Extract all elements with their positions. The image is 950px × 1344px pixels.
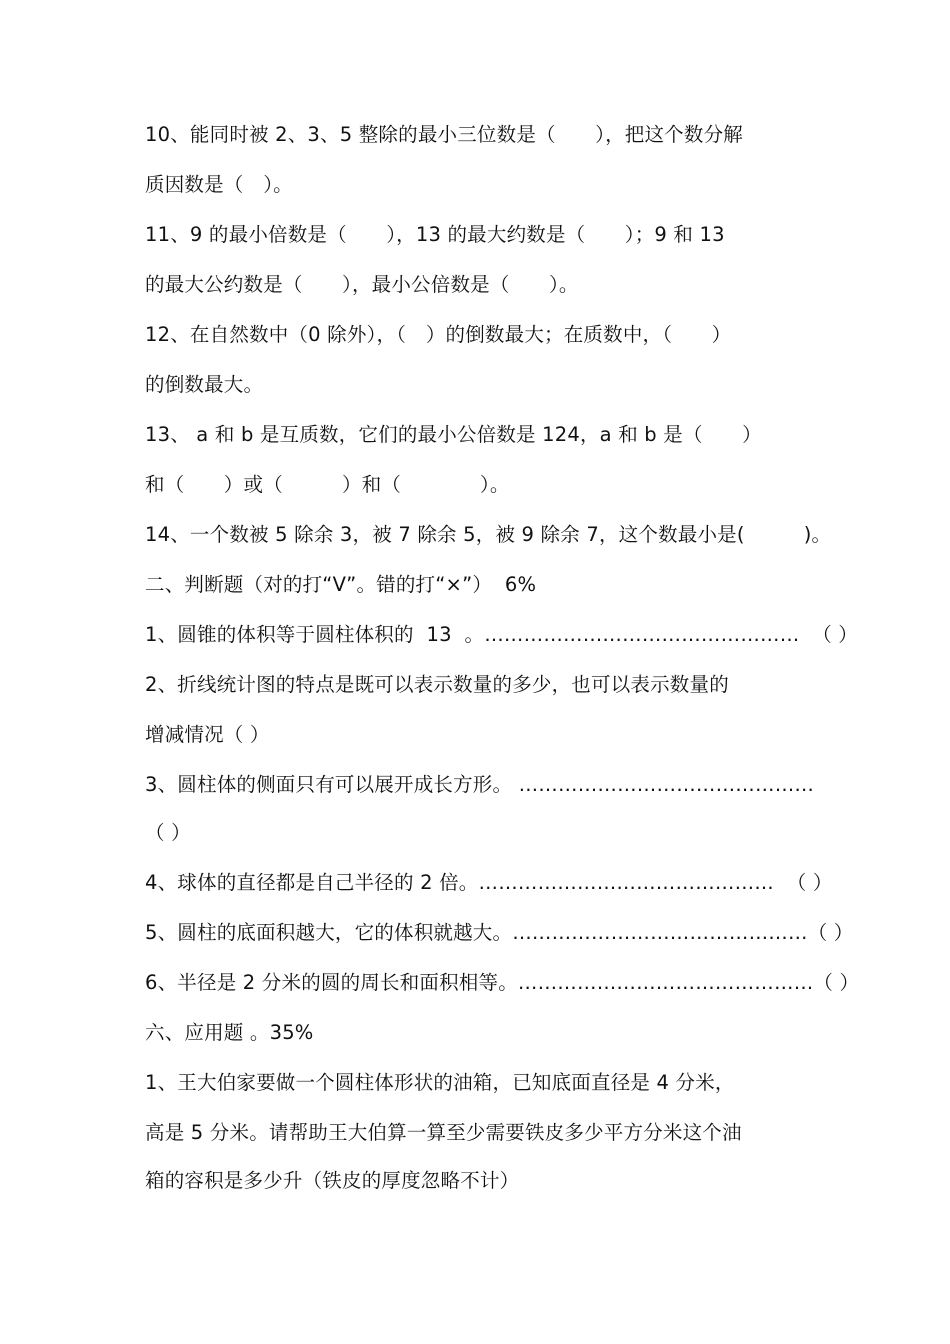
question-12-line-2: 的倒数最大。 bbox=[145, 373, 264, 396]
judgment-item-1: 1、圆锥的体积等于圆柱体积的 13 。………………………………………… （ ） bbox=[145, 623, 859, 646]
section-application-heading: 六、应用题 。35% bbox=[145, 1021, 314, 1044]
judgment-item-3-line-1: 3、圆柱体的侧面只有可以展开成长方形。 ……………………………………… bbox=[145, 773, 815, 796]
question-10-line-2: 质因数是（ ）。 bbox=[145, 173, 293, 196]
judgment-item-6: 6、半径是 2 分米的圆的周长和面积相等。………………………………………（ ） bbox=[145, 971, 860, 994]
question-12-line-1: 12、在自然数中（0 除外），（ ）的倒数最大；在质数中，（ ） bbox=[145, 323, 732, 346]
judgment-item-3-line-2: （ ） bbox=[145, 821, 191, 844]
question-13-line-1: 13、 a 和 b 是互质数，它们的最小公倍数是 124，a 和 b 是（ ） bbox=[145, 423, 762, 446]
judgment-item-4: 4、球体的直径都是自己半径的 2 倍。……………………………………… （ ） bbox=[145, 871, 833, 894]
judgment-item-2-line-1: 2、折线统计图的特点是既可以表示数量的多少，也可以表示数量的 bbox=[145, 673, 729, 696]
question-11-line-1: 11、9 的最小倍数是（ ），13 的最大约数是（ ）；9 和 13 bbox=[145, 223, 725, 246]
question-10-line-1: 10、能同时被 2、3、5 整除的最小三位数是（ ），把这个数分解 bbox=[145, 123, 743, 146]
application-item-1-line-3: 箱的容积是多少升（铁皮的厚度忽略不计） bbox=[145, 1169, 520, 1192]
question-13-line-2: 和（ ）或（ ）和（ ）。 bbox=[145, 473, 510, 496]
application-item-1-line-2: 高是 5 分米。请帮助王大伯算一算至少需要铁皮多少平方分米这个油 bbox=[145, 1121, 742, 1144]
question-11-line-2: 的最大公约数是（ ），最小公倍数是（ ）。 bbox=[145, 273, 579, 296]
section-judgment-heading: 二、判断题（对的打“V”。错的打“×”） 6% bbox=[145, 573, 537, 596]
application-item-1-line-1: 1、王大伯家要做一个圆柱体形状的油箱，已知底面直径是 4 分米， bbox=[145, 1071, 735, 1094]
judgment-item-2-line-2: 增减情况（ ） bbox=[145, 723, 270, 746]
question-14-line: 14、一个数被 5 除余 3，被 7 除余 5，被 9 除余 7，这个数最小是( )。 bbox=[145, 523, 832, 546]
judgment-item-5: 5、圆柱的底面积越大，它的体积就越大。………………………………………（ ） bbox=[145, 921, 854, 944]
